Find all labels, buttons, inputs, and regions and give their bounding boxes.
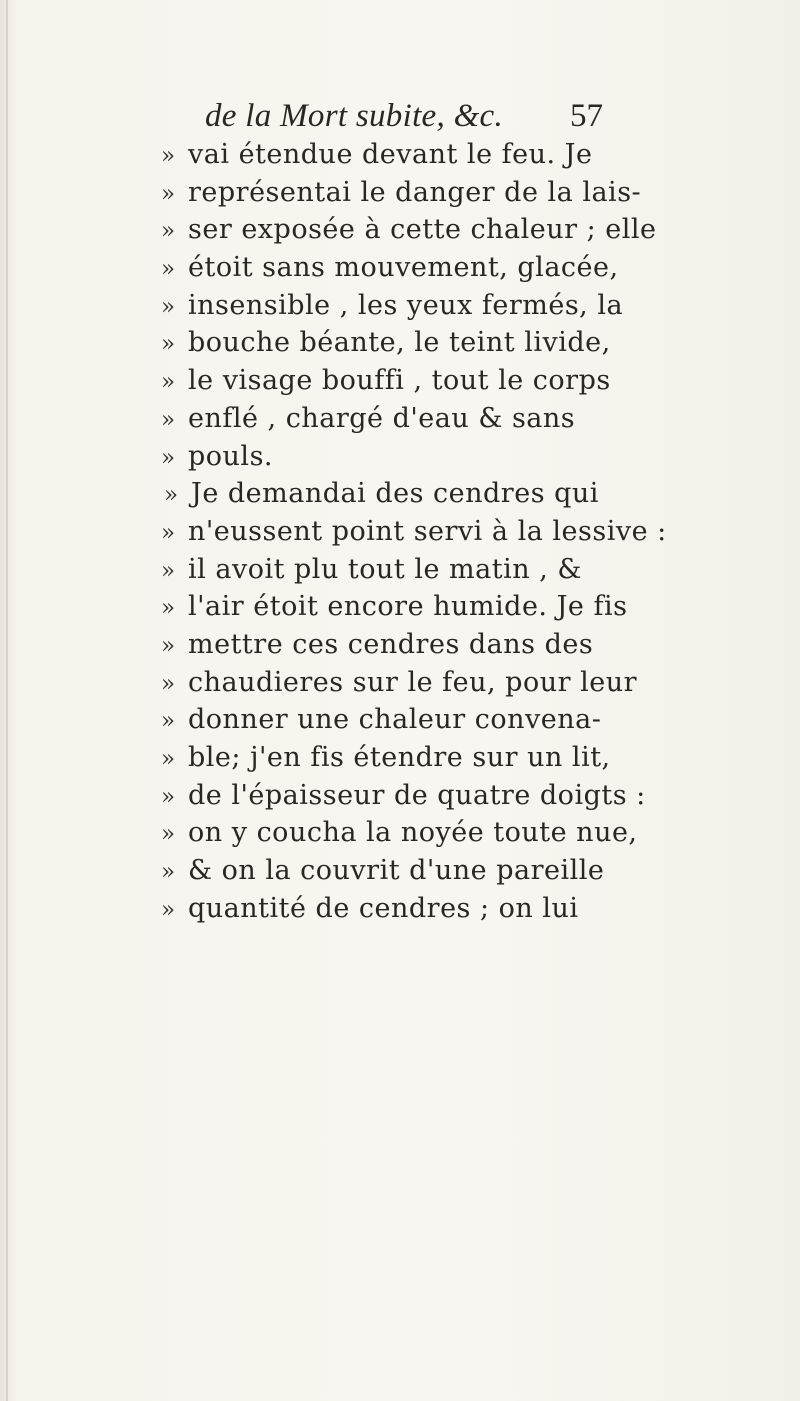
text-line [161, 739, 773, 777]
line-text: & on la couvrit d'une pareille [188, 855, 605, 887]
text-line [161, 400, 773, 438]
quote-mark: » [164, 482, 179, 509]
text-line [161, 664, 773, 702]
quote-mark: » [161, 180, 176, 207]
line-text: Je demandai des cendres qui [191, 478, 599, 510]
page-fold-edge [6, 0, 8, 1401]
quote-mark: » [161, 256, 176, 283]
page-header [205, 98, 725, 138]
line-text: ser exposée à cette chaleur ; elle [188, 214, 657, 246]
text-line [161, 701, 773, 739]
line-text: pouls. [188, 440, 274, 472]
line-text: bouche béante, le teint livide, [188, 327, 611, 359]
text-line [161, 249, 773, 287]
text-line [161, 136, 773, 174]
line-text: représentai le danger de la lais- [188, 176, 642, 208]
quote-mark: » [161, 143, 176, 169]
line-text: l'air étoit encore humide. Je fis [188, 591, 628, 623]
text-line [161, 287, 773, 325]
text-line [161, 324, 773, 362]
text-line [161, 551, 773, 589]
quote-mark: » [161, 406, 176, 433]
text-line [161, 174, 773, 212]
line-text: enflé , chargé d'eau & sans [188, 402, 576, 434]
line-text: il avoit plu tout le matin , & [188, 553, 582, 585]
page-number: 57 [570, 98, 603, 134]
line-text: étoit sans mouvement, glacée, [188, 252, 619, 284]
running-title: de la Mort subite, &c. [205, 98, 504, 134]
quote-mark: » [161, 632, 176, 659]
text-line [161, 890, 773, 928]
text-line [161, 814, 773, 852]
quote-mark: » [161, 859, 176, 886]
quote-mark: » [161, 218, 176, 245]
text-line [161, 852, 773, 890]
line-text: mettre ces cendres dans des [188, 628, 594, 660]
line-text: de l'épaisseur de quatre doigts : [188, 779, 646, 811]
quote-mark: » [161, 746, 176, 772]
text-line [161, 475, 773, 513]
quote-mark: » [161, 444, 176, 471]
line-text: insensible , les yeux fermés, la [188, 289, 624, 321]
text-line [161, 777, 773, 815]
text-line [161, 362, 773, 400]
line-text: chaudieres sur le feu, pour leur [188, 666, 638, 698]
quote-mark: » [161, 519, 176, 546]
line-text: le visage bouffi , tout le corps [188, 365, 611, 397]
quote-mark: » [161, 821, 176, 848]
quote-mark: » [161, 708, 176, 735]
text-line [161, 211, 773, 249]
line-text: on y coucha la noyée toute nue, [188, 817, 638, 849]
quote-mark: » [161, 369, 176, 396]
body-text [161, 136, 773, 927]
quote-mark: » [161, 670, 176, 697]
line-text: donner une chaleur convena- [188, 704, 602, 736]
quote-mark: » [161, 293, 176, 320]
text-line [161, 588, 773, 626]
quote-mark: » [161, 331, 176, 358]
text-line [161, 513, 773, 551]
quote-mark: » [161, 896, 176, 923]
quote-mark: » [161, 557, 176, 584]
quote-mark: » [161, 783, 176, 810]
line-text: quantité de cendres ; on lui [188, 892, 579, 924]
line-text: vai étendue devant le feu. Je [188, 139, 593, 170]
line-text: n'eussent point servi à la lessive : [188, 515, 667, 547]
text-line [161, 438, 773, 476]
line-text: ble; j'en fis étendre sur un lit, [188, 742, 611, 773]
quote-mark: » [161, 595, 176, 622]
text-line [161, 626, 773, 664]
